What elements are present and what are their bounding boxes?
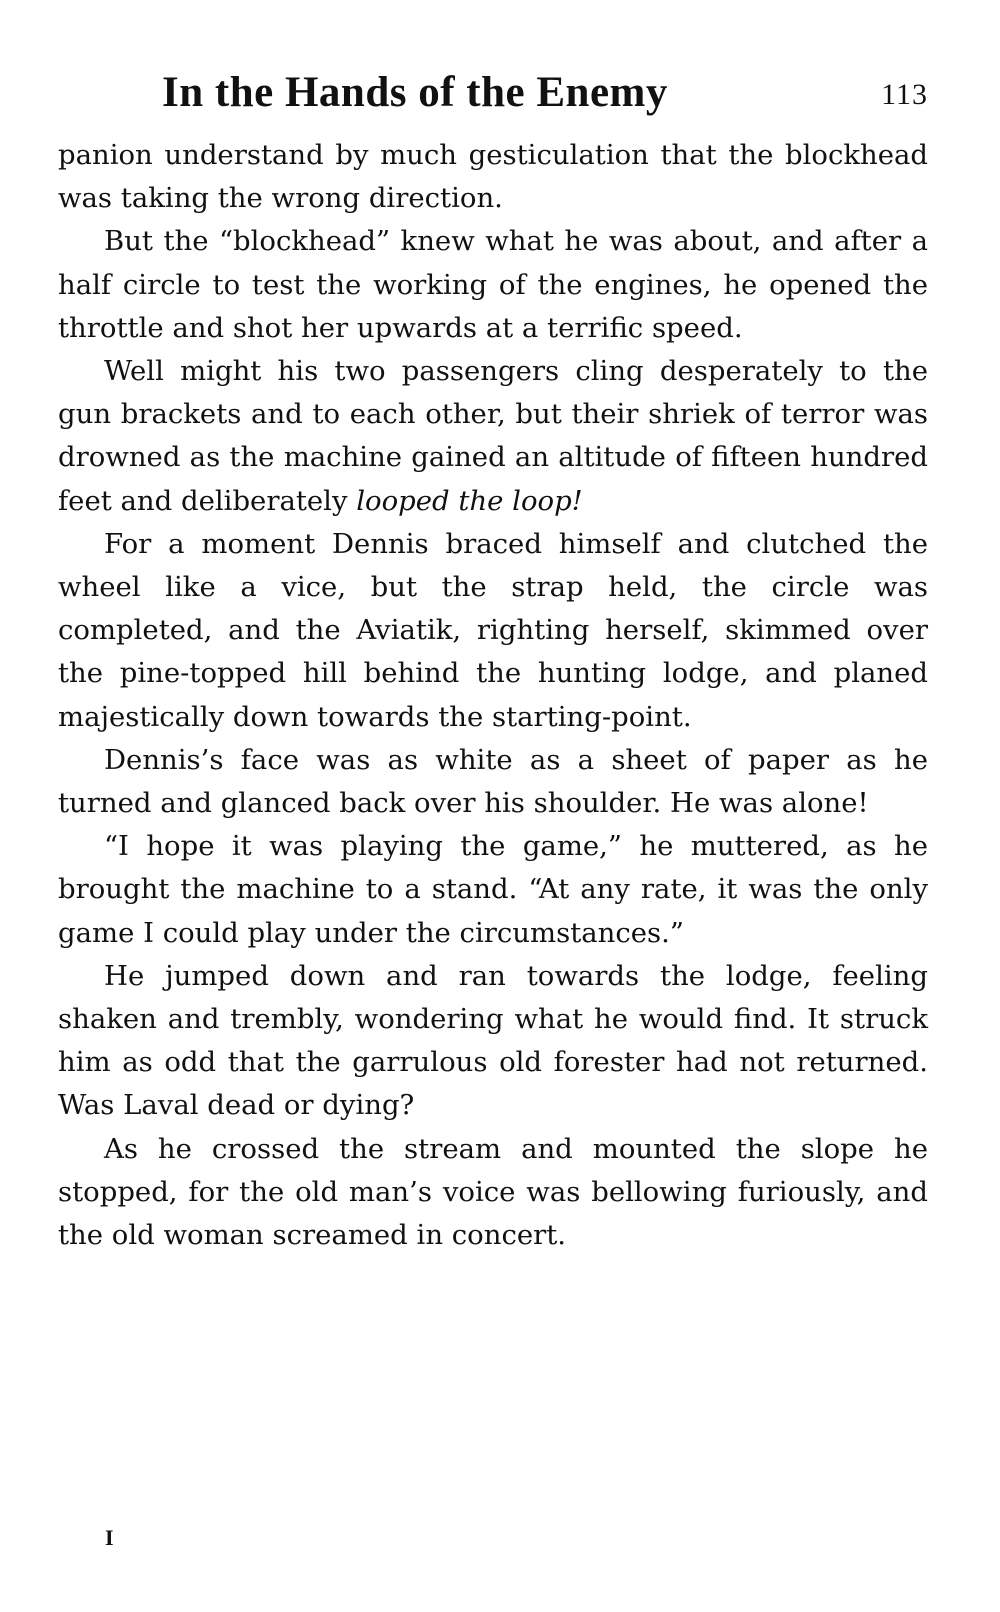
paragraph: As he crossed the stream and mounted the slope he stopped, for the old man’s voice was bellowing furiously, and the old woman screamed in concert. [58,1132,928,1252]
book-page [58,68,928,1257]
signature-mark: I [105,1525,114,1550]
paragraph: He jumped down and ran towards the lodge, feeling shaken and trembly, wondering what he would find. It struck him as odd that the garrulous old forester had not returned. Was Laval dead or dying? [58,959,928,1122]
paragraph: But the “blockhead” knew what he was about, and after a half circle to test the working of the engines, he opened the throttle and shot her upwards at a terrific speed. [58,225,928,344]
running-title: In the Hands of the Enemy [162,69,668,116]
paragraph-loop [58,350,928,523]
paragraph: “I hope it was playing the game,” he muttered, as he brought the machine to a stand. “At any rate, it was the only game I could play under the circumstances.” [58,830,928,949]
body-text [58,134,928,1257]
page-number: 113 [881,78,928,111]
paragraph-text: Well might his two passengers cling desperately to the gun brackets and to each other, but their shriek of terror was drowned as the machine gained an altitude of fifteen hundred feet and deliberately [58,355,928,517]
paragraph: For a moment Dennis braced himself and clutched the wheel like a vice, but the strap held, the circle was completed, and the Aviatik, righting herself, skimmed over the pine-topped hill behind the hunting lodge, and planed majestically down towards the starting-point. [58,527,928,733]
running-head [58,68,928,124]
italic-emphasis: looped the loop! [356,484,583,517]
paragraph-continuation: panion understand by much gesticulation that the blockhead was taking the wrong direction. [58,139,928,215]
paragraph: Dennis’s face was as white as a sheet of paper as he turned and glanced back over his shoulder. He was alone! [58,743,928,820]
